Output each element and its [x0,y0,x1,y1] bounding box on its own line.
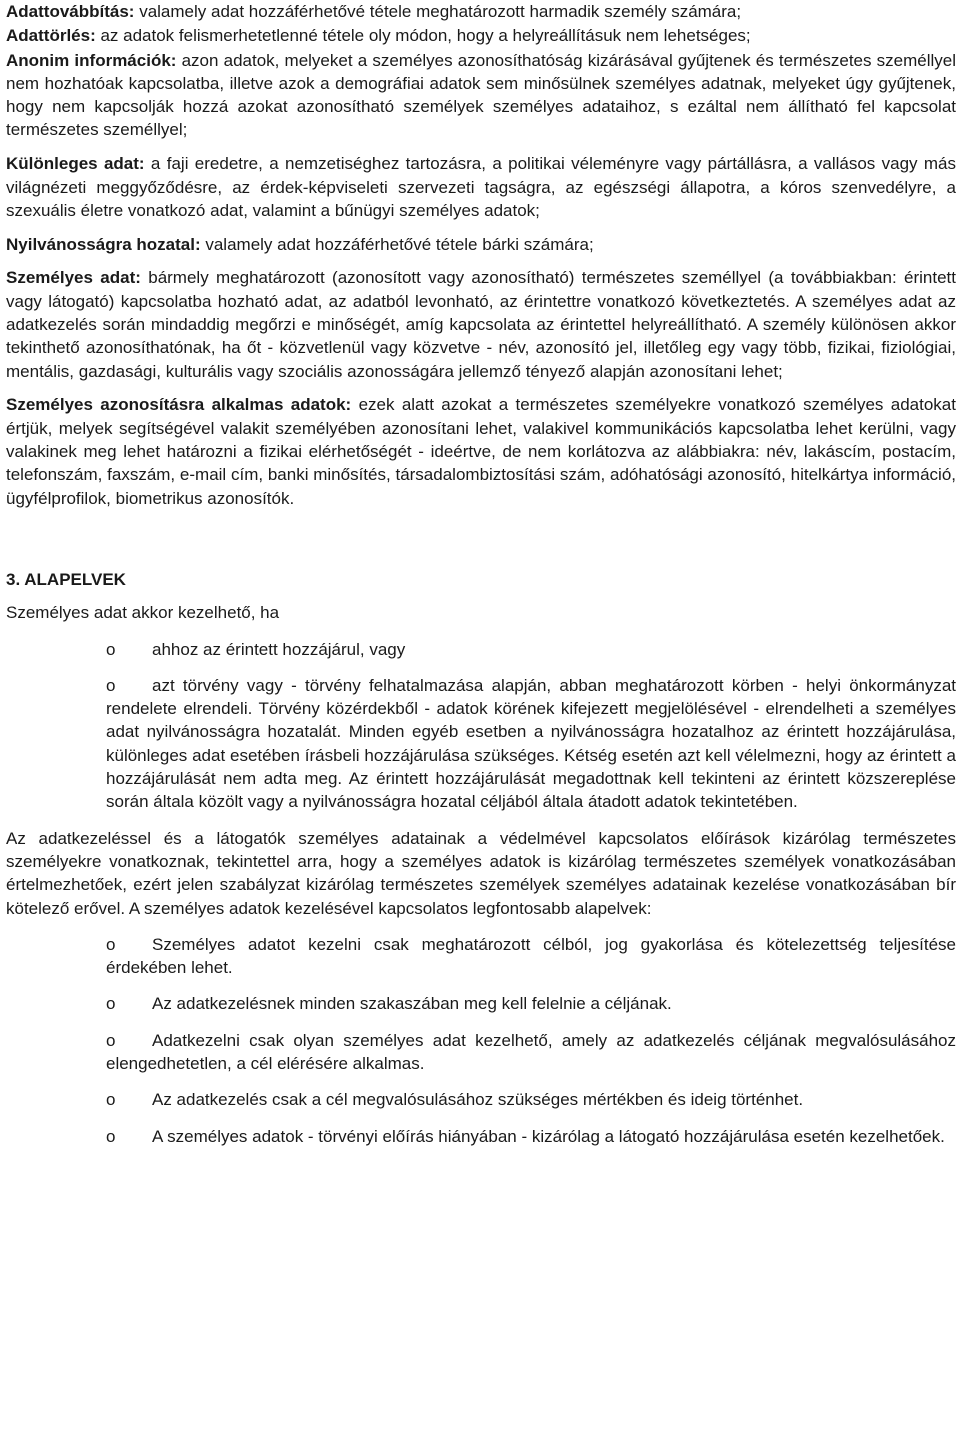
list-item-text: Az adatkezelésnek minden szakaszában meg kell felelnie a céljának. [152,994,672,1014]
bullet-marker: o [106,934,116,954]
definition-term: Személyes adat: [6,268,141,288]
list-item [6,933,956,980]
definition-anonim-informaciok [6,49,956,142]
definition-szemelyes-adat [6,266,956,382]
principles-list [6,933,956,1148]
definition-term: Anonim információk: [6,50,177,70]
definition-text: bármely meghatározott (azonosított vagy azonosítható) természetes személlyel (a továbbiakban: érintett vagy látogató) kapcsolatba hozható adat, az adatból levonható, az érintettre vonatkozó következtetés. A személyes adat az adatkezelés során mindaddig megőrzi e minőségét, amíg kapcsolata az érintettel helyreállítható. A személy különösen akkor tekinthető azonosíthatónak, ha őt - közvetlenül vagy közvetve - név, azonosító jel, illetőleg egy vagy több, fizikai, fiziológiai, mentális, gazdasági, kulturális vagy szociális azonosságára jellemző tényező alapján azonosítani lehet; [6,268,956,381]
definition-term: Nyilvánosságra hozatal: [6,234,201,254]
definition-szemelyes-azonositasra [6,393,956,509]
definition-text: valamely adat hozzáférhetővé tétele meghatározott harmadik személy számára; [134,2,742,21]
list-item-text: ahhoz az érintett hozzájárul, vagy [152,639,406,659]
section-intro: Személyes adat akkor kezelhető, ha [6,603,280,623]
definition-adattorles [6,24,956,47]
definition-term: Adattovábbítás: [6,2,135,21]
bullet-marker: o [106,1090,116,1110]
definition-term: Adattörlés: [6,26,96,46]
bullet-marker: o [106,994,116,1014]
definition-text: a faji eredetre, a nemzetiséghez tartozásra, a politikai véleményre vagy pártállásra, a vallásos vagy más világnézeti meggyőződésre, az érdek-képviseleti szervezeti tagságra, az egészségi állapotra, a kóros szenvedélyre, a szexuális életre vonatkozó adat, valamint a bűnügyi személyes adatok; [6,154,957,220]
conditions-list [6,638,956,814]
definition-text: valamely adat hozzáférhetővé tétele bárki számára; [200,234,594,254]
list-item [6,638,956,661]
list-item-text: A személyes adatok - törvényi előírás hiányában - kizárólag a látogató hozzájárulása esetén kezelhetőek. [152,1126,945,1146]
bullet-marker: o [106,675,116,695]
list-item-text: Az adatkezelés csak a cél megvalósulásához szükséges mértékben és ideig történhet. [152,1090,804,1110]
definition-text: azon adatok, melyeket a személyes azonosíthatóság kizárásával gyűjtenek és természetes személlyel nem hozhatóak kapcsolatba, illetve azok a demográfiai adatok sem minősülnek személyes adatnak, melyeket úgy gyűjtenek, hogy nem kapcsolják hozzá azokat azonosítható személyek személyes adataihoz, s ezáltal nem állítható fel kapcsolat természetes személlyel; [6,50,957,140]
list-item [6,992,956,1015]
definition-adattovabbitas [6,0,956,23]
list-item-text: Adatkezelni csak olyan személyes adat kezelhető, amely az adatkezelés céljának megvalósulásához elengedhetetlen, a cél elérésére alkalmas. [106,1030,956,1073]
bullet-marker: o [106,1030,116,1050]
definition-nyilvanossagra-hozatal [6,233,956,256]
bullet-marker: o [106,639,116,659]
list-item [6,1029,956,1076]
definition-term: Különleges adat: [6,154,145,174]
definition-text: ezek alatt azokat a természetes személyekre vonatkozó személyes adatokat értjük, melyek segítségével valakit személyében azonosítani lehet, valakivel kommunikációs kapcsolatba lehet kerülni, vagy valakinek meg lehet határozni a fizikai elérhetőségét - ideértve, de nem korlátozva az alábbiakra: név, lakáscím, postacím, telefonszám, faxszám, e-mail cím, banki minősítés, társadalombiztosítási szám, adóhatósági azonosító, hitelkártya információ, ügyfélprofilok, biometrikus azonosítók. [6,395,956,508]
section-heading: 3. ALAPELVEK [6,569,126,589]
list-item [6,1088,956,1111]
list-item-text: azt törvény vagy - törvény felhatalmazása alapján, abban meghatározott körben - helyi önkormányzat rendelete elrendeli. Törvény közérdekből - adatok körének kifejezett megjelölésével - elrendelheti a személyes adat nyilvánosságra hozatalát. Minden egyéb esetben a nyilvánosságra hozatalhoz az érintett hozzájárulása, különleges adat esetében írásbeli hozzájárulása szükséges. Kétség esetén azt kell vélelmezni, hogy az érintett a hozzájárulását nem adta meg. Az érintett hozzájárulását megadottnak kell tekinteni az érintett közszereplése során általa közölt vagy a nyilvánosságra hozatal céljából általa átadott adatok tekintetében. [106,675,956,812]
definition-term: Személyes azonosításra alkalmas adatok: [6,395,352,415]
definition-kulonleges-adat [6,152,956,222]
list-item-text: Személyes adatot kezelni csak meghatározott célból, jog gyakorlása és kötelezettség teljesítése érdekében lehet. [106,934,956,978]
list-item [6,1125,956,1148]
definition-text: az adatok felismerhetetlenné tétele oly módon, hogy a helyreállításuk nem lehetséges; [95,26,751,46]
bullet-marker: o [106,1126,116,1146]
list-item [6,674,956,814]
principles-paragraph: Az adatkezeléssel és a látogatók személyes adatainak a védelmével kapcsolatos előírások kizárólag természetes személyekre vonatkoznak, tekintettel arra, hogy a személyes adatok is kizárólag természetes személyek vonatkozásában értelmezhetőek, ezért jelen szabályzat kizárólag természetes személyek személyes adatainak kezelése vonatkozásában bír kötelező erővel. A személyes adatok kezelésével kapcsolatos legfontosabb alapelvek: [6,828,956,918]
